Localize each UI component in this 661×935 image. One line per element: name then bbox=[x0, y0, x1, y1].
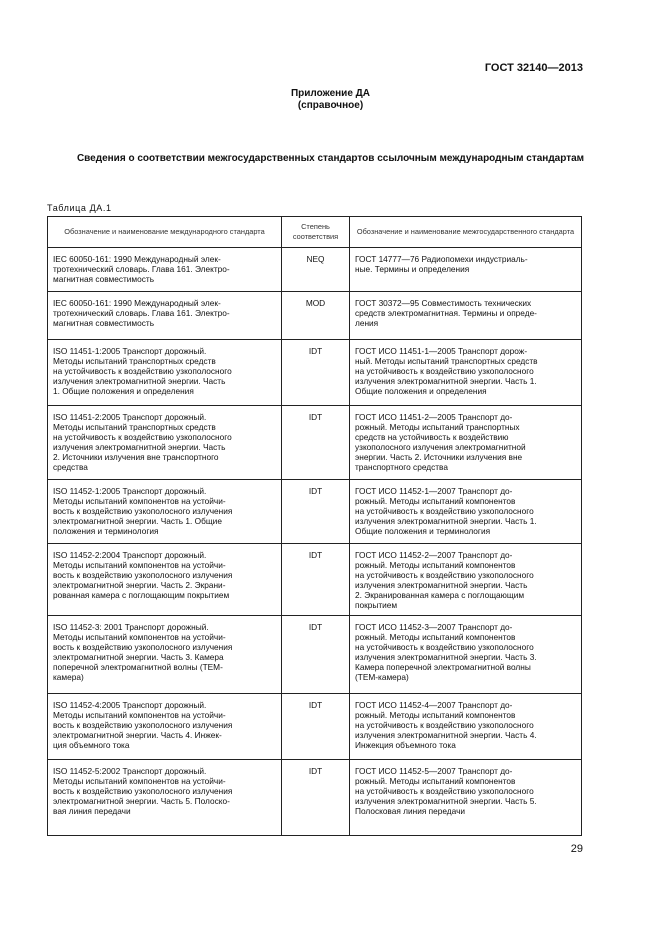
table-row bbox=[48, 480, 582, 544]
international-standard-cell: ISO 11452-5:2002 Транспорт дорожный. Методы испытаний компонентов на устойчи- вость к воздействию узкополосного излучения электромагнитной энергии. Часть 5. Полоско- вая линия передачи bbox=[48, 760, 282, 836]
appendix-heading bbox=[0, 88, 661, 112]
interstate-standard-cell: ГОСТ ИСО 11452-2—2007 Транспорт до- рожный. Методы испытаний компонентов на устойчивость к воздействию узкополосного излучения электромагнитной энергии. Часть 2. Экранированная камера с поглощающим покрытием bbox=[350, 544, 582, 616]
interstate-standard-cell: ГОСТ ИСО 11452-3—2007 Транспорт до- рожный. Методы испытаний компонентов на устойчивость к воздействию узкополосного излучения электромагнитной энергии. Часть 3. Камера поперечной электромагнитной волны (ТЕМ-камера) bbox=[350, 616, 582, 694]
international-standard-cell: IEC 60050-161: 1990 Международный элек- тротехнический словарь. Глава 161. Электро- магнитная совместимость bbox=[48, 248, 282, 292]
table-row bbox=[48, 544, 582, 616]
appendix-title: Приложение ДА bbox=[290, 88, 371, 99]
degree-cell: IDT bbox=[282, 406, 350, 480]
international-standard-cell: ISO 11452-2:2004 Транспорт дорожный. Методы испытаний компонентов на устойчи- вость к воздействию узкополосного излучения электромагнитной энергии. Часть 2. Экрани- рованная камера с поглощающим покрытием bbox=[48, 544, 282, 616]
page-number: 29 bbox=[570, 843, 583, 855]
interstate-standard-cell: ГОСТ ИСО 11452-5—2007 Транспорт до- рожный. Методы испытаний компонентов на устойчивость к воздействию узкополосного излучения электромагнитной энергии. Часть 5. Полосковая линия передачи bbox=[350, 760, 582, 836]
table-row bbox=[48, 406, 582, 480]
table-row bbox=[48, 694, 582, 760]
table-row bbox=[48, 616, 582, 694]
correspondence-table bbox=[47, 216, 582, 836]
degree-cell: MOD bbox=[282, 292, 350, 340]
column-header-degree: Степень соответствия bbox=[282, 217, 350, 248]
international-standard-cell: ISO 11452-1:2005 Транспорт дорожный. Методы испытаний компонентов на устойчи- вость к воздействию узкополосного излучения электромагнитной энергии. Часть 1. Общие положения и терминология bbox=[48, 480, 282, 544]
degree-cell: IDT bbox=[282, 340, 350, 406]
international-standard-cell: ISO 11452-4:2005 Транспорт дорожный. Методы испытаний компонентов на устойчи- вость к воздействию узкополосного излучения электромагнитной энергии. Часть 4. Инжек- ция объемного тока bbox=[48, 694, 282, 760]
interstate-standard-cell: ГОСТ ИСО 11451-1—2005 Транспорт дорож- ный. Методы испытаний транспортных средств на устойчивость к воздействию узкополосного излучения электромагнитной энергии. Часть 1. Общие положения и определения bbox=[350, 340, 582, 406]
degree-cell: NEQ bbox=[282, 248, 350, 292]
degree-cell: IDT bbox=[282, 480, 350, 544]
interstate-standard-cell: ГОСТ ИСО 11452-1—2007 Транспорт до- рожный. Методы испытаний компонентов на устойчивость к воздействию узкополосного излучения электромагнитной энергии. Часть 1. Общие положения и терминология bbox=[350, 480, 582, 544]
page-title: Сведения о соответствии межгосударственных стандартов ссылочным международным стандартам bbox=[76, 153, 585, 164]
column-header-international: Обозначение и наименование международного стандарта bbox=[48, 217, 282, 248]
table-header-row bbox=[48, 217, 582, 248]
international-standard-cell: IEC 60050-161: 1990 Международный элек- тротехнический словарь. Глава 161. Электро- магнитная совместимость bbox=[48, 292, 282, 340]
degree-cell: IDT bbox=[282, 760, 350, 836]
table-row bbox=[48, 760, 582, 836]
interstate-standard-cell: ГОСТ 30372—95 Совместимость технических средств электромагнитная. Термины и опреде- ления bbox=[350, 292, 582, 340]
interstate-standard-cell: ГОСТ ИСО 11451-2—2005 Транспорт до- рожный. Методы испытаний транспортных средств на устойчивость к воздействию узкополосного излучения электромагнитной энергии. Часть 2. Источники излучения вне транспортного средства bbox=[350, 406, 582, 480]
degree-cell: IDT bbox=[282, 694, 350, 760]
table-row bbox=[48, 292, 582, 340]
international-standard-cell: ISO 11452-3: 2001 Транспорт дорожный. Методы испытаний компонентов на устойчи- вость к воздействию узкополосного излучения электромагнитной энергии. Часть 3. Камера поперечной электромагнитной волны (ТЕМ- камера) bbox=[48, 616, 282, 694]
interstate-standard-cell: ГОСТ 14777—76 Радиопомехи индустриаль- ные. Термины и определения bbox=[350, 248, 582, 292]
international-standard-cell: ISO 11451-2:2005 Транспорт дорожный. Методы испытаний транспортных средств на устойчивость к воздействию узкополосного излучения электромагнитной энергии. Часть 2. Источники излучения вне транспортного средства bbox=[48, 406, 282, 480]
column-header-interstate: Обозначение и наименование межгосударственного стандарта bbox=[350, 217, 582, 248]
degree-cell: IDT bbox=[282, 616, 350, 694]
interstate-standard-cell: ГОСТ ИСО 11452-4—2007 Транспорт до- рожный. Методы испытаний компонентов на устойчивость к воздействию узкополосного излучения электромагнитной энергии. Часть 4. Инжекция объемного тока bbox=[350, 694, 582, 760]
appendix-subtitle: (справочное) bbox=[297, 100, 364, 111]
table-row bbox=[48, 248, 582, 292]
table-label: Таблица ДА.1 bbox=[47, 203, 112, 213]
degree-cell: IDT bbox=[282, 544, 350, 616]
document-standard-number: ГОСТ 32140—2013 bbox=[484, 62, 583, 74]
table-row bbox=[48, 340, 582, 406]
international-standard-cell: ISO 11451-1:2005 Транспорт дорожный. Методы испытаний транспортных средств на устойчивость к воздействию узкополосного излучения электромагнитной энергии. Часть 1. Общие положения и определения bbox=[48, 340, 282, 406]
